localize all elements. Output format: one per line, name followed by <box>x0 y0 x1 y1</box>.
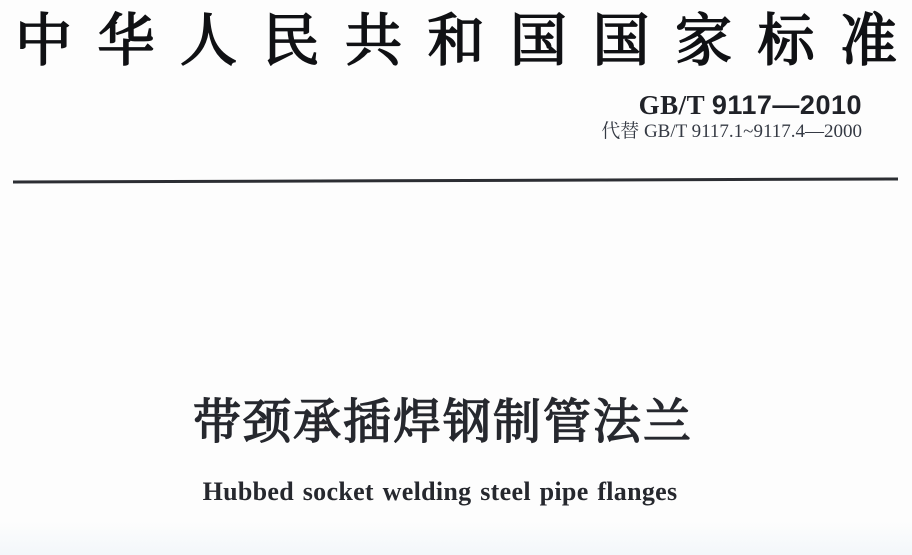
standard-code-number: 9117—2010 <box>711 90 862 120</box>
standard-code-block <box>601 90 862 143</box>
standard-code <box>601 90 862 120</box>
header-rule <box>13 177 898 183</box>
header-char: 中 <box>15 10 72 73</box>
header-char: 共 <box>345 10 402 73</box>
header-char: 国 <box>510 10 567 73</box>
header-char: 人 <box>180 10 237 73</box>
header-char: 和 <box>427 10 485 73</box>
header-char: 华 <box>97 10 155 73</box>
standard-code-prefix: GB/T <box>638 90 705 120</box>
replaces-note: 代替 GB/T 9117.1~9117.4—2000 <box>601 121 862 142</box>
document-title-en: Hubbed socket welding steel pipe flanges <box>202 477 678 506</box>
header-char: 家 <box>675 10 732 73</box>
header-char: 标 <box>757 10 815 73</box>
national-standard-header <box>15 4 897 73</box>
header-char: 国 <box>592 10 650 73</box>
document-title-zh: 带颈承插焊钢制管法兰 <box>192 396 693 449</box>
header-char: 民 <box>262 10 320 73</box>
header-char: 准 <box>840 10 897 73</box>
